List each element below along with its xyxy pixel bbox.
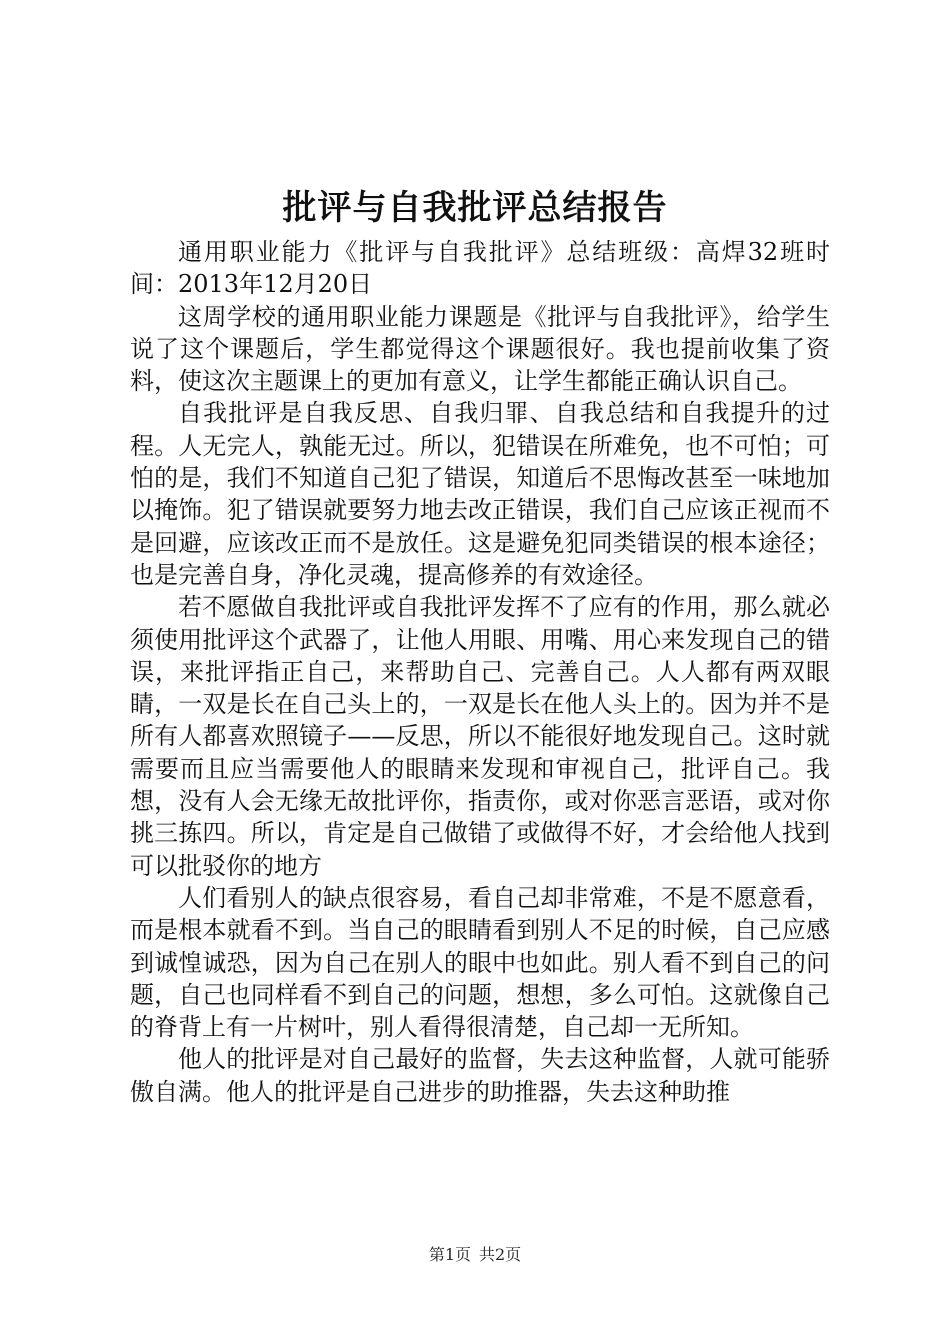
paragraph-1: 通用职业能力《批评与自我批评》总结班级：高焊32班时间：2013年12月20日 xyxy=(130,238,830,299)
page-number: 第1页 xyxy=(428,1245,471,1264)
paragraph-3: 自我批评是自我反思、自我归罪、自我总结和自我提升的过程。人无完人，孰能无过。所以，犯错误在所难免，也不可怕；可怕的是，我们不知道自己犯了错误，知道后不思悔改甚至一味地加以掩饰。犯了错误就要努力地去改正错误，我们自己应该正视而不是回避，应该改正而不是放任。这是避免犯同类错误的根本途径；也是完善自身，净化灵魂，提高修养的有效途径。 xyxy=(130,399,830,589)
paragraph-4: 若不愿做自我批评或自我批评发挥不了应有的作用，那么就必须使用批评这个武器了，让他人用眼、用嘴、用心来发现自己的错误，来批评指正自己，来帮助自己、完善自己。人人都有两双眼睛，一双是长在自己头上的，一双是长在他人头上的。因为并不是所有人都喜欢照镜子——反思，所以不能很好地发现自己。这时就需要而且应当需要他人的眼睛来发现和审视自己，批评自己。我想，没有人会无缘无故批评你，指责你，或对你恶言恶语，或对你挑三拣四。所以，肯定是自己做错了或做得不好，才会给他人找到可以批驳你的地方 xyxy=(130,593,830,880)
paragraph-6: 他人的批评是对自己最好的监督，失去这种监督，人就可能骄傲自满。他人的批评是自己进步的助推器，失去这种助推 xyxy=(130,1045,830,1106)
page-total: 共2页 xyxy=(479,1245,522,1264)
document-body xyxy=(130,236,830,1108)
page-footer xyxy=(0,1243,950,1267)
document-title: 批评与自我批评总结报告 xyxy=(282,188,668,228)
paragraph-5: 人们看别人的缺点很容易，看自己却非常难，不是不愿意看，而是根本就看不到。当自己的眼睛看到别人不足的时候，自己应感到诚惶诚恐，因为自己在别人的眼中也如此。别人看不到自己的问题，自己也同样看不到自己的问题，想想，多么可怕。这就像自己的脊背上有一片树叶，别人看得很清楚，自己却一无所知。 xyxy=(130,883,830,1042)
paragraph-2: 这周学校的通用职业能力课题是《批评与自我批评》，给学生说了这个课题后，学生都觉得这个课题很好。我也提前收集了资料，使这次主题课上的更加有意义，让学生都能正确认识自己。 xyxy=(130,302,830,396)
